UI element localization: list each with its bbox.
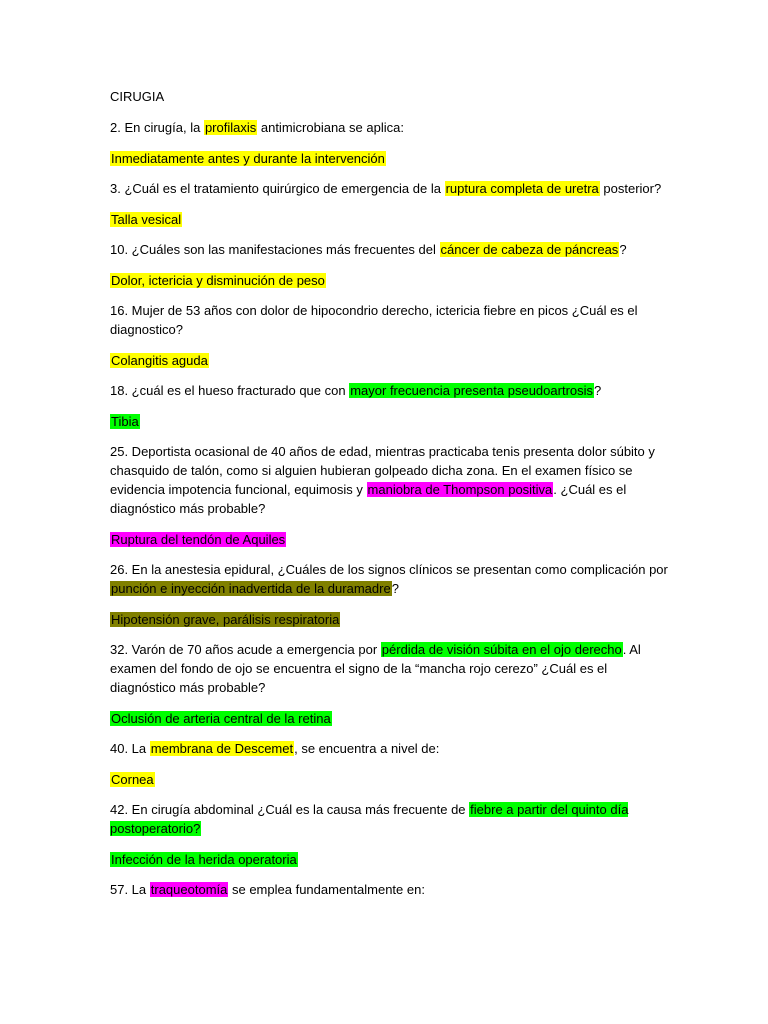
answer-26	[110, 610, 670, 629]
answer-highlight: Tibia	[111, 413, 139, 429]
question-25: 25. Deportista ocasional de 40 años de edad, mientras practicaba tenis presenta dolor súbito y chasquido de talón, como si alguien hubieran golpeado dicha zona. En el examen físico se evidencia impotencia funcional, equimosis y maniobra de Thompson positiva. ¿Cuál es el diagnóstico más probable?	[110, 444, 655, 516]
highlight-perdida-vision: pérdida de visión súbita en el ojo derecho	[381, 642, 622, 657]
answer-highlight: Ruptura del tendón de Aquiles	[111, 531, 286, 547]
answer-10	[110, 271, 670, 290]
answer-highlight: Talla vesical	[111, 211, 182, 227]
answer-highlight: Oclusión de arteria central de la retina	[111, 710, 331, 726]
highlight-profilaxis: profilaxis	[204, 120, 257, 135]
question-3: 3. ¿Cuál es el tratamiento quirúrgico de emergencia de la ruptura completa de uretra posterior?	[110, 181, 662, 196]
highlight-ruptura-uretra: ruptura completa de uretra	[445, 181, 599, 196]
question-42: 42. En cirugía abdominal ¿Cuál es la causa más frecuente de fiebre a partir del quinto día postoperatorio?	[110, 802, 629, 836]
highlight-pseudoartrosis: mayor frecuencia presenta pseudoartrosis	[350, 383, 594, 398]
highlight-cancer-pancreas: cáncer de cabeza de páncreas	[440, 242, 619, 257]
question-18: 18. ¿cuál es el hueso fracturado que con mayor frecuencia presenta pseudoartrosis?	[110, 383, 602, 398]
answer-42	[110, 850, 670, 869]
answer-32	[110, 709, 670, 728]
highlight-descemet: membrana de Descemet	[150, 741, 294, 756]
answer-2	[110, 149, 670, 168]
answer-highlight: Infección de la herida operatoria	[111, 851, 297, 867]
answer-16	[110, 351, 670, 370]
document-content	[110, 87, 670, 911]
question-40: 40. La membrana de Descemet, se encuentra a nivel de:	[110, 741, 440, 756]
answer-highlight: Hipotensión grave, parálisis respiratoria	[111, 611, 340, 627]
question-10: 10. ¿Cuáles son las manifestaciones más frecuentes del cáncer de cabeza de páncreas?	[110, 242, 627, 257]
question-16: 16. Mujer de 53 años con dolor de hipocondrio derecho, ictericia fiebre en picos ¿Cuál es el diagnostico?	[110, 303, 638, 337]
highlight-duramadre: punción e inyección inadvertida de la duramadre	[111, 581, 391, 596]
answer-3	[110, 210, 670, 229]
question-26: 26. En la anestesia epidural, ¿Cuáles de los signos clínicos se presentan como complicación por punción e inyección inadvertida de la duramadre?	[110, 562, 668, 596]
answer-highlight: Inmediatamente antes y durante la intervención	[111, 150, 385, 166]
answer-25	[110, 530, 670, 549]
highlight-fiebre: fiebre a partir del quinto día postoperatorio?	[110, 802, 629, 836]
highlight-thompson: maniobra de Thompson positiva	[367, 482, 553, 497]
answer-18	[110, 412, 670, 431]
question-57: 57. La traqueotomía se emplea fundamentalmente en:	[110, 882, 425, 897]
question-32: 32. Varón de 70 años acude a emergencia por pérdida de visión súbita en el ojo derecho. Al examen del fondo de ojo se encuentra el signo de la “mancha rojo cerezo” ¿Cuál es el diagnóstico más probable?	[110, 642, 641, 695]
highlight-traqueotomia: traqueotomía	[150, 882, 228, 897]
answer-40	[110, 770, 670, 789]
question-2: 2. En cirugía, la profilaxis antimicrobiana se aplica:	[110, 120, 404, 135]
document-title: CIRUGIA	[110, 89, 165, 104]
answer-highlight: Dolor, ictericia y disminución de peso	[111, 272, 325, 288]
answer-highlight: Colangitis aguda	[111, 352, 208, 368]
answer-highlight: Cornea	[111, 771, 154, 787]
